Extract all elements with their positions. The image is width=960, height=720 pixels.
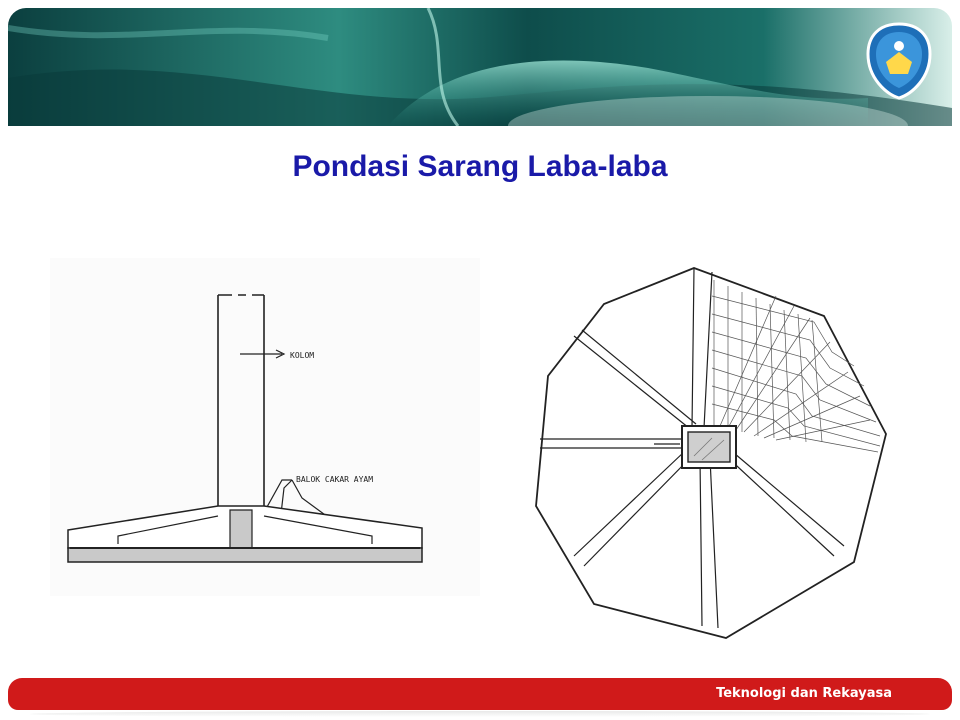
header-banner: [8, 8, 952, 126]
slide-title: Pondasi Sarang Laba-laba: [292, 150, 668, 183]
footer-text: Teknologi dan Rekayasa: [716, 686, 892, 701]
tut-wuri-handayani-logo: [864, 22, 934, 100]
elevation-diagram: [50, 258, 480, 596]
footer-bar: [8, 678, 952, 710]
label-balok-cakar-ayam: BALOK CAKAR AYAM: [296, 475, 374, 484]
plan-diagram: [514, 256, 904, 648]
label-kolom: KOLOM: [290, 351, 315, 360]
footer-shadow: [30, 711, 930, 717]
